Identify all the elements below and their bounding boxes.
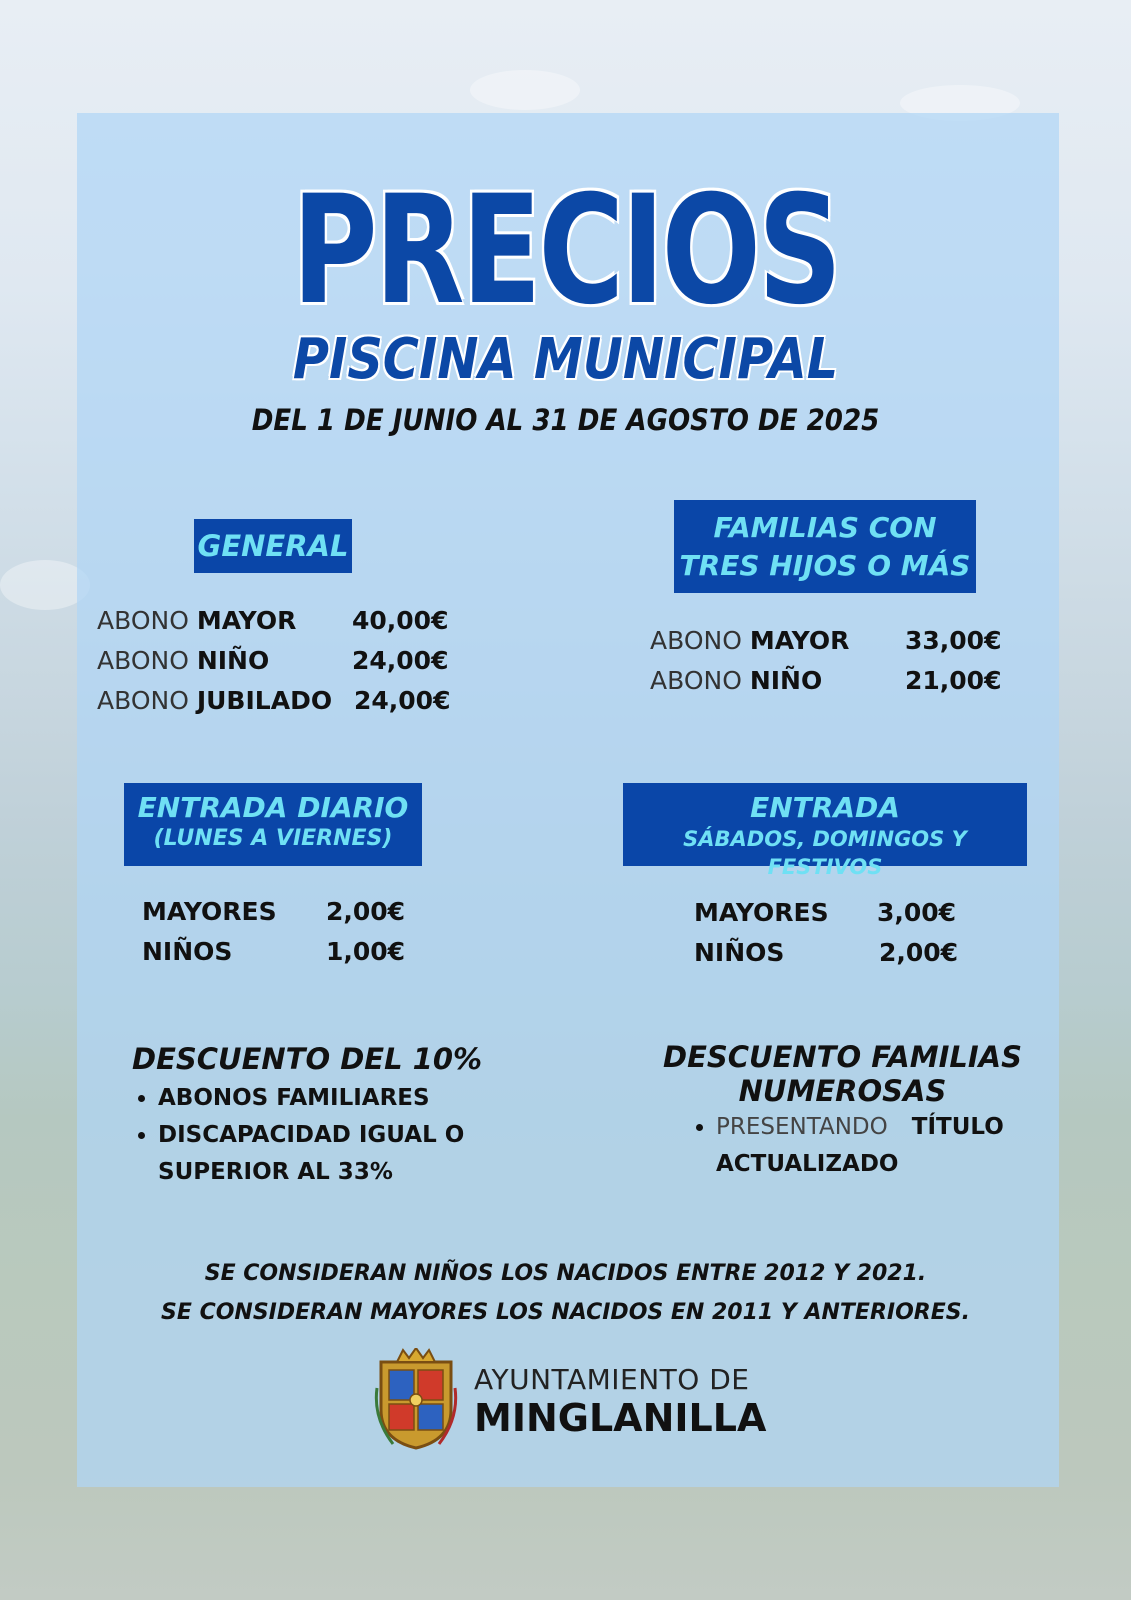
row-price: 2,00€ bbox=[326, 897, 406, 926]
price-row bbox=[694, 898, 957, 928]
row-prefix: ABONO bbox=[650, 626, 742, 655]
page-title: PRECIOS bbox=[291, 164, 840, 338]
familias-label-line1: FAMILIAS CON bbox=[713, 511, 937, 544]
row-prefix: ABONO bbox=[97, 646, 189, 675]
row-price: 2,00€ bbox=[879, 938, 959, 967]
logo-line1: AYUNTAMIENTO DE bbox=[474, 1363, 750, 1396]
descuento-familias-list bbox=[690, 1109, 1056, 1183]
price-row bbox=[97, 686, 451, 716]
descuento10-title: DESCUENTO DEL 10% bbox=[132, 1042, 483, 1076]
entrada-finde-label-line1: ENTRADA bbox=[750, 791, 900, 824]
entrada-diario-label-line1: ENTRADA DIARIO bbox=[137, 791, 409, 824]
row-price: 1,00€ bbox=[326, 937, 406, 966]
entrada-diario-label bbox=[124, 783, 422, 866]
cloud-shape bbox=[470, 70, 580, 110]
row-type: NIÑO bbox=[749, 666, 823, 695]
note-children: SE CONSIDERAN NIÑOS LOS NACIDOS ENTRE 2012 Y 2021. bbox=[204, 1261, 927, 1286]
price-row bbox=[142, 897, 406, 927]
logo-line2: MINGLANILLA bbox=[474, 1396, 767, 1440]
row-type: NIÑOS bbox=[142, 937, 233, 966]
page-subtitle: PISCINA MUNICIPAL bbox=[292, 327, 839, 392]
entrada-finde-label bbox=[623, 783, 1027, 879]
note-adults: SE CONSIDERAN MAYORES LOS NACIDOS EN 2011 Y ANTERIORES. bbox=[161, 1300, 970, 1325]
row-type: NIÑO bbox=[196, 646, 270, 675]
row-type: NIÑOS bbox=[694, 938, 785, 967]
item-bold: TÍTULO ACTUALIZADO bbox=[716, 1114, 1004, 1177]
row-type: MAYOR bbox=[196, 606, 297, 635]
familias-label bbox=[674, 500, 976, 593]
price-row bbox=[694, 938, 959, 968]
item-light: PRESENTANDO bbox=[716, 1114, 888, 1140]
row-type: JUBILADO bbox=[196, 686, 333, 715]
price-row bbox=[97, 606, 449, 636]
row-price: 24,00€ bbox=[352, 646, 449, 675]
row-prefix: ABONO bbox=[97, 606, 189, 635]
entrada-finde-label-line2: SÁBADOS, DOMINGOS Y FESTIVOS bbox=[683, 827, 967, 879]
price-row bbox=[650, 666, 1002, 696]
row-price: 21,00€ bbox=[905, 666, 1002, 695]
general-label: GENERAL bbox=[194, 519, 352, 573]
row-price: 40,00€ bbox=[352, 606, 449, 635]
list-item: • ABONOS FAMILIARES bbox=[158, 1080, 538, 1117]
season-dates: DEL 1 DE JUNIO AL 31 DE AGOSTO DE 2025 bbox=[251, 403, 880, 437]
row-price: 24,00€ bbox=[354, 686, 451, 715]
entrada-diario-label-line2: (LUNES A VIERNES) bbox=[153, 826, 393, 851]
descuento-familias-title-line2: NUMEROSAS bbox=[738, 1074, 947, 1108]
price-row bbox=[97, 646, 449, 676]
row-type: MAYORES bbox=[694, 898, 829, 927]
coat-of-arms-icon bbox=[373, 1348, 459, 1452]
list-item: • DISCAPACIDAD IGUAL O SUPERIOR AL 33% bbox=[158, 1117, 538, 1191]
list-item bbox=[716, 1109, 1056, 1183]
descuento-familias-title-line1: DESCUENTO FAMILIAS bbox=[663, 1040, 1022, 1074]
row-prefix: ABONO bbox=[97, 686, 189, 715]
row-price: 33,00€ bbox=[905, 626, 1002, 655]
price-row bbox=[142, 937, 406, 967]
row-type: MAYOR bbox=[749, 626, 850, 655]
price-row bbox=[650, 626, 1002, 656]
row-price: 3,00€ bbox=[877, 898, 957, 927]
descuento-familias-title bbox=[660, 1040, 1025, 1108]
row-type: MAYORES bbox=[142, 897, 277, 926]
familias-label-line2: TRES HIJOS O MÁS bbox=[679, 549, 971, 582]
row-prefix: ABONO bbox=[650, 666, 742, 695]
descuento10-list bbox=[132, 1080, 538, 1191]
